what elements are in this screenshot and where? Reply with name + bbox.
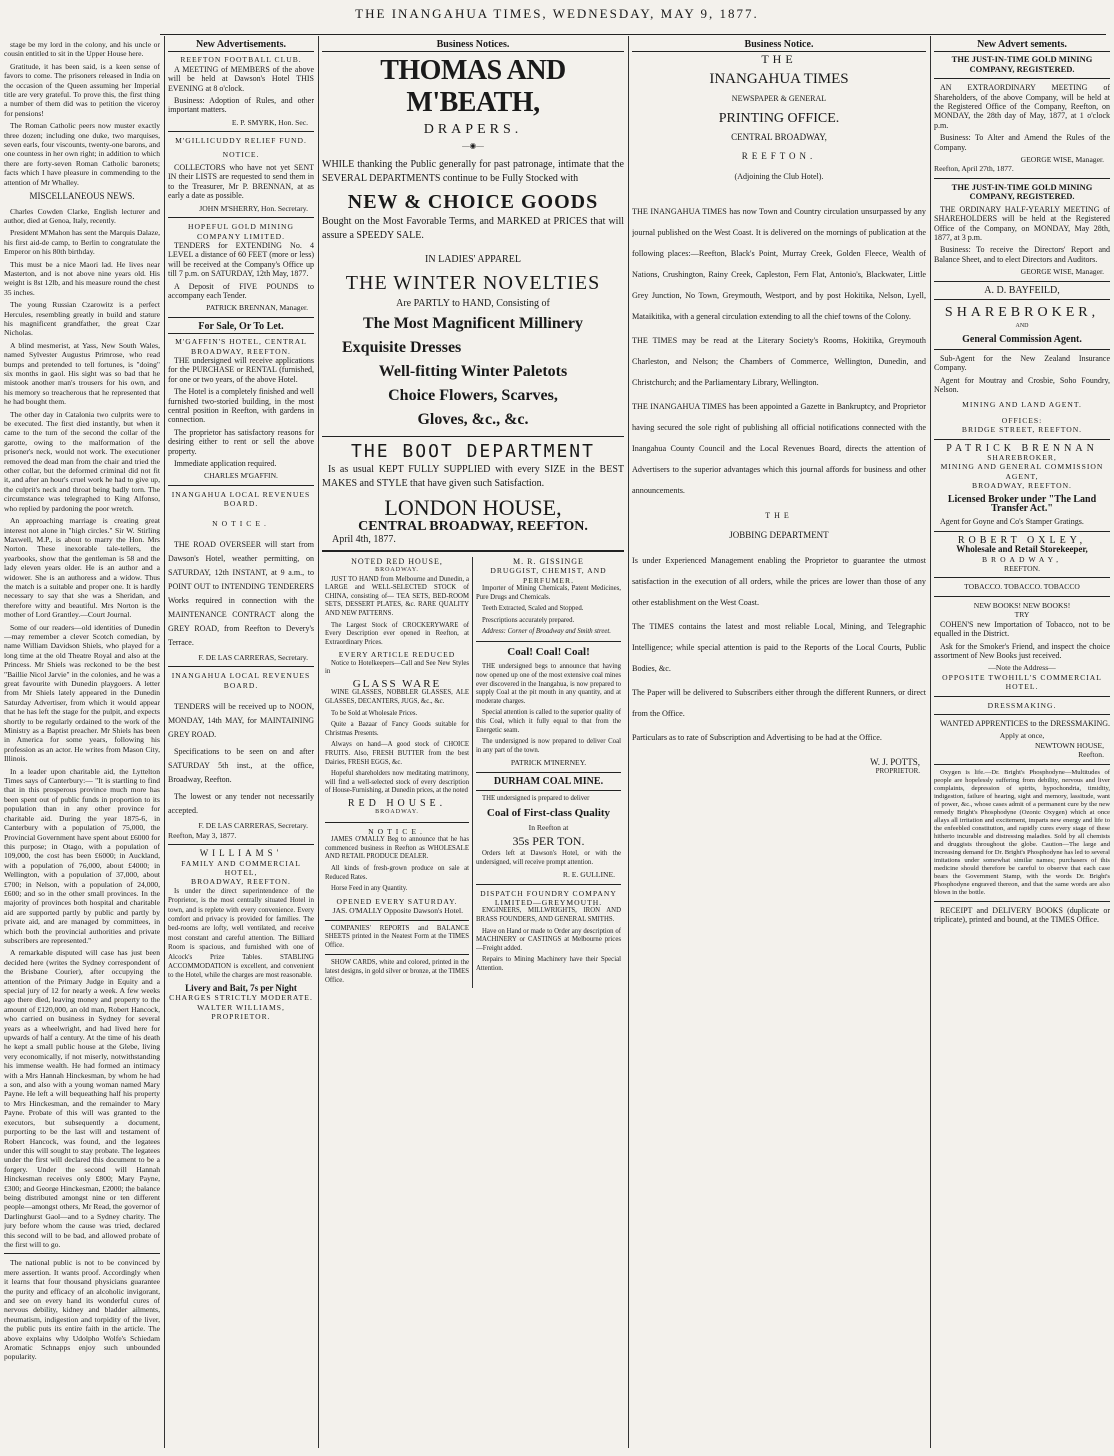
column-divider xyxy=(628,36,629,1448)
ad-signature: GEORGE WISE, Manager. xyxy=(1020,155,1104,165)
divider xyxy=(322,436,624,437)
paper-address: (Adjoining the Club Hotel). xyxy=(734,171,824,181)
ad-subtitle: OFFICES: xyxy=(1001,415,1043,425)
ad-body: Sub-Agent for the New Zealand Insurance Company. xyxy=(934,353,1110,373)
divider xyxy=(168,666,314,667)
ad-body: ENGINEERS, MILLWRIGHTS, IRON AND BRASS FOUNDERS, AND GENERAL SMITHS. xyxy=(476,907,621,923)
masthead: THE INANGAHUA TIMES, WEDNESDAY, MAY 9, 1877. xyxy=(355,6,759,21)
ad-body: Hopeful shareholders now meditating matrimony, will find a well-selected stock of every description of House-Furnishing, at Dunedin prices, at the noted xyxy=(325,770,469,795)
paragraph: A remarkable disputed will case has just been decided here (writes the Sydney correspondent of the Brisbane Courier), after occupying the attention of the Primary Judge in Equity and a special jury of 12 for nearly a week. A few weeks ago there died, leaving money and property to the amount of £120,000, an old man, Robert Hancock, who carried on business in Sydney for several years as a wheelwright, and had lived here for upwards of half a century. At the time of his death he kept a small public house at the Glebe, living very economically, if not miserly, notwithstanding his immense wealth. He had formed an intimacy with a Mrs Hannah Hinckesman, by whom he had a son, and also with a young woman named Mary Payne. He left a will bequeathing half his property to Mrs Hinckesman, and the remainder to Mary Payne. Probate of this will was granted to the executors, but subsequently a document, purporting to be the last will and testament of Robert Hancock, was found, and the legatees under this will sought to stay probate. The legatees under the first will declared this document to be a forgery. Under the second will Hannah Hinckesman receives only £800; Mary Payne, £300; and George Hinckesman, £2000; the balance being distributed amongst nine or ten different people—amongst others, Mr Read, the governor of Darlinghurst Gaol—and to a Sydney charity. The jury before whom the cause was tried, declared this second will to be bad, and allowed probate of the first will to go. xyxy=(4,948,160,1249)
ad-highlight: General Commission Agent. xyxy=(962,334,1082,346)
ad-highlight: OPENED EVERY SATURDAY. xyxy=(336,896,458,906)
column-divider xyxy=(164,36,165,1448)
paper-title: THE xyxy=(761,52,797,67)
ad-highlight: Licensed Broker under "The Land Transfer Act." xyxy=(947,493,1097,515)
ad-body: Quite a Bazaar of Fancy Goods suitable for Christmas Presents. xyxy=(325,721,469,737)
ad-body: COHEN'S new Importation of Tobacco, not to be equalled in the District. xyxy=(934,619,1110,639)
ad-body: The Hotel is a completely finished and well furnished two-storied building, in the most central position in Reefton, with gardens in connection. xyxy=(168,387,314,425)
paragraph: An approaching marriage is creating great interest not alone in "high circles." Sir W. Stirling Maxwell, M.P., is about to marry the Hon. Mrs Norton. These inexorable tale-tellers, the yearbooks, show that the gentleman is 58 and the lady eleven years older. He is an author and a widower. She is an authoress and a widow. Thus the match is a suitable and proper one. It is hardly necessary to say that she was a Sheridan, and therefore witty and beautiful. Mrs Norton is the mother of Lord Grantley.—Court Journal. xyxy=(4,516,160,620)
ad-title: DISPATCH FOUNDRY COMPANY LIMITED—GREYMOUTH. xyxy=(480,888,617,907)
ad-body: Have on Hand or made to Order any description of MACHINERY or CASTINGS at Melbourne prices—Freight added. xyxy=(476,927,621,952)
divider xyxy=(322,550,624,552)
paragraph: The other day in Catalonia two culprits were to be executed. The first died instantly, but when it came to the turn of the second the collar of the garotte, owing to the malformation of the prisoner's neck, would not work. The executioner removed the dead man from the chair and tried the other collar, but the deformed criminal did not fit it, and after an hour's cruel work he had to give up, the culprit's neck and throat being badly torn. The circumstance was telegraphed to King Alfonso, who replied by pardoning the poor wretch. xyxy=(4,409,160,513)
column-divider xyxy=(930,36,931,1448)
divider xyxy=(476,884,621,885)
ad-signature: E. P. SMYRK, Hon. Sec. xyxy=(231,117,308,127)
firm-name: THOMAS AND M'BEATH, xyxy=(380,55,566,119)
ad-highlight: Coal! Coal! Coal! xyxy=(507,646,590,659)
ad-subtitle: NOTICE. xyxy=(368,826,426,836)
divider xyxy=(325,920,469,921)
ad-subtitle: DRUGGIST, CHEMIST, AND PERFUMER. xyxy=(490,566,607,585)
section-title: THE xyxy=(765,511,793,521)
ad-body: Always on hand—A good stock of CHOICE FRUITS. Also, FRESH BUTTER from the best Dairies, FRESH EGGS, &c. xyxy=(325,741,469,766)
divider xyxy=(934,78,1110,79)
section-header: For Sale, Or To Let. xyxy=(168,322,314,334)
ad-body: Agent for Moutray and Crosbie, Soho Foundry, Nelson. xyxy=(934,375,1110,394)
sub-columns xyxy=(322,557,624,988)
paragraph: In a leader upon charitable aid, the Lyttelton Times says of Canterbury:— "It is startling to find that in this prosperous province much more has been spent out of public funds in proportion to its population than in any other province for charitable aid. During the year 1875-6, in Canterbury with a population of 75,000, the Provincial Government have spent about £6000 for this purpose; in Otago, with a population of 109,000, the cost has been £6000; in Auckland, with a population of 76,000, about £4000; in Wellington, with a population of 37,000, about £700; in Nelson, with a population of 24,000, £600; and so in the other small provinces. In the majority of provinces both hospital and charitable aid are supported partly by public and partly by private aid, and are managed by committees, in which both the provincial authorities and private subscribers are represented." xyxy=(4,766,160,945)
ad-signature: R. E. GULLINE. xyxy=(562,870,615,880)
ad-title: NOTED RED HOUSE, xyxy=(351,556,443,566)
ad-body: Immediate application required. xyxy=(174,459,277,469)
column-new-advertisements-right xyxy=(934,40,1110,1450)
ad-signature: F. DE LAS CARRERAS, Secretary. xyxy=(198,821,308,831)
ad-title: TOBACCO. TOBACCO. TOBACCO xyxy=(964,582,1080,592)
ad-body: Orders left at Dawson's Hotel, or with the undersigned, will receive prompt attention. xyxy=(476,850,621,866)
ad-subtitle: MINING AND GENERAL COMMISSION AGENT, xyxy=(940,462,1104,481)
firm-trade: DRAPERS. xyxy=(423,122,523,138)
paragraph: THE INANGAHUA TIMES has been appointed a Gazette in Bankruptcy, and Proprietor having secured the sole right of publishing all official notifications connected with the Inangahua County Council and the Local Revenues Board, directs the attention of Advertisers to the superior advantages which this journal affords for business and other announcements. xyxy=(632,402,926,496)
ad-body: Ask for the Smoker's Friend, and inspect the choice assortment of New Books just received. xyxy=(934,641,1110,660)
firm-name: LONDON HOUSE, xyxy=(384,495,562,521)
ad-highlight: 35s PER TON. xyxy=(512,833,585,848)
ad-body: COLLECTORS who have not yet SENT IN their LISTS are requested to send them in to the Treasurer, Mr P. BRENNAN, at as early a date as possible. xyxy=(168,163,314,201)
ad-title: PATRICK BRENNAN xyxy=(946,442,1098,454)
divider xyxy=(325,954,469,955)
ad-body: WINE GLASSES, NOBBLER GLASSES, ALE GLASSES, DECANTERS, JUGS, &c., &c. xyxy=(325,689,469,705)
ad-body: AND xyxy=(1015,322,1029,329)
ad-body: Is as usual KEPT FULLY SUPPLIED with every SIZE in the BEST MAKES and STYLE that have given such Satisfaction. xyxy=(322,464,624,490)
divider xyxy=(168,317,314,318)
divider xyxy=(4,1253,160,1254)
ad-body: Importer of Mining Chemicals, Patent Medicines, Pure Drugs and Chemicals. xyxy=(476,585,621,601)
ad-highlight: CHARGES STRICTLY MODERATE. xyxy=(169,993,313,1003)
ad-body: JAMES O'MALLY Beg to announce that he has commenced business in Reefton as WHOLESALE AND RETAIL PRODUCE DEALER. xyxy=(325,836,469,861)
column-header: New Advertisements. xyxy=(168,40,314,52)
ad-subtitle: IN LADIES' APPAREL xyxy=(425,254,521,266)
paragraph: The young Russian Czarowitz is a perfect Hercules, resembling greatly in build and stature his magnificent grandfather, the great Czar Nicholas. xyxy=(4,300,160,338)
paragraph: THE INANGAHUA TIMES has now Town and Country circulation unsurpassed by any journal published on the West Coast. It is delivered on the mornings of publication at the following places:—Reefton, Black's Point, Murray Creek, Golden Fleece, Wealth of Nations, Crushington, Rainy Creek, Capleston, Fern Flat, Antonio's, Blackwater, Little Grey Junction, No Town, Greymouth, Westport, and by post Hokitika, Nelson, Lyell, Mataikitika, with a general circulation extending to all the chief towns of the Colony. xyxy=(632,207,926,322)
ad-signature: JOHN M'SHERRY, Hon. Secretary. xyxy=(199,203,308,213)
ad-address: BRIDGE STREET, REEFTON. xyxy=(961,425,1083,435)
paragraph: The Roman Catholic peers now muster exactly three dozen; including one duke, two marquises, seven earls, four viscounts, twenty-one barons, and one countess in her own right; in addition to which there are forty-seven Roman Catholic baronets; facts which I have pleasure in commending to the attention of Mr Whalley. xyxy=(4,121,160,187)
paragraph: A blind mesmerist, at Yass, New South Wales, named Sylvester Augustus Primrose, who read bumps and pretended to tell fortunes, is "doing" six months in gaol. His sight was so bad that he mistook another man's trousers for his own, and his memory so treacherous that he represented that he had bought them. xyxy=(4,340,160,407)
ad-body: Notice to Hotelkeepers—Call and See New Styles in xyxy=(325,659,469,676)
ad-subtitle: NOTICE. xyxy=(222,149,260,159)
ad-highlight: The Most Magnificent Millinery xyxy=(363,315,583,333)
ad-subtitle: FAMILY AND COMMERCIAL HOTEL, xyxy=(181,858,301,877)
ad-body: THE undersigned is prepared to deliver xyxy=(482,795,590,803)
column-header: New Advert sements. xyxy=(934,40,1110,52)
ad-signature: WALTER WILLIAMS, PROPRIETOR. xyxy=(197,1002,285,1021)
ad-title: ROBERT OXLEY, xyxy=(957,534,1087,546)
divider xyxy=(934,349,1110,350)
ad-highlight: EVERY ARTICLE REDUCED xyxy=(338,650,456,660)
ad-subtitle: SHAREBROKER, xyxy=(987,453,1057,462)
ad-signature: PATRICK BRENNAN, Manager. xyxy=(206,303,308,313)
column-header: Business Notice. xyxy=(632,40,926,52)
ad-title: M'GILLICUDDY RELIEF FUND. xyxy=(175,136,307,146)
paragraph: This must be a nice Maori lad. He lives near Masterton, and is not above nine years old. His weight is 8st 12lb, and his measure round the chest 35 inches. xyxy=(4,259,160,297)
ad-address: BROADWAY, REEFTON. xyxy=(191,877,291,887)
ad-title: A. D. BAYFEILD, xyxy=(984,284,1060,296)
ad-body: A Deposit of FIVE POUNDS to accompany each Tender. xyxy=(168,281,314,300)
paper-subtitle: PRINTING OFFICE. xyxy=(718,110,840,126)
ad-title: THE JUST-IN-TIME GOLD MINING COMPANY, REGISTERED. xyxy=(951,54,1093,74)
divider xyxy=(168,485,314,486)
divider xyxy=(934,901,1110,902)
divider xyxy=(934,281,1110,282)
ad-highlight: RED HOUSE. xyxy=(347,797,447,809)
divider xyxy=(934,439,1110,440)
ad-body: The lowest or any tender not necessarily accepted. xyxy=(168,792,314,816)
ad-body: Business: Adoption of Rules, and other important matters. xyxy=(168,96,314,115)
ad-body: The proprietor has satisfactory reasons for desiring either to rent or sell the above property. xyxy=(168,427,314,456)
ad-body: TENDERS will be received up to NOON, MONDAY, 14th MAY, for MAINTAINING GREY ROAD. xyxy=(168,702,314,740)
ad-body: SHOW CARDS, white and colored, printed in the latest designs, in gold silver or bronze, at the TIMES Office. xyxy=(325,959,469,984)
ad-body: A MEETING of MEMBERS of the above will be held at Dawson's Hotel THIS EVENING at 8 o'clock. xyxy=(168,64,314,93)
ad-body: COMPANIES' REPORTS and BALANCE SHEETS printed in the Neatest Form at the TIMES Office. xyxy=(325,924,469,949)
column-business-notice xyxy=(632,40,926,1450)
ad-address: Address: Corner of Broadway and Smith street. xyxy=(482,628,611,636)
ad-body: WANTED APPRENTICES to the DRESSMAKING. xyxy=(940,718,1110,728)
ad-highlight: THE BOOT DEPARTMENT xyxy=(351,441,595,463)
divider xyxy=(476,772,621,773)
paragraph: Charles Cowden Clarke, English lecturer and author, died at Genoa, Italy, recently. xyxy=(4,206,160,225)
ad-date: April 4th, 1877. xyxy=(332,534,396,546)
ad-title: M. R. GISSINGE xyxy=(513,556,584,566)
paragraph: Some of our readers—old identities of Dunedin—may remember a clever Scotch comedian, by name William Davidson Shiels, who played for a long time at the old Theatre Royal and also at the Princess. Mr Shiels was reckoned to be the best "Baillie Nicol Jarvie" in the colonies, and he was a great favourite with Dunedin playgoers. A letter from Mr Shiels lately appeared in the Dunedin Saturday Advertiser, from which it would appear that he has left the stage for the pulpit, and expects shortly to be regularly ordained to the work of the Ministry as a Baptist preacher. Mr Shiels has been in America for some years, following his profession as an actor. He writes from Mason City, Illinois. xyxy=(4,622,160,764)
section-title: JOBBING DEPARTMENT xyxy=(729,529,829,540)
paper-subtitle: NEWSPAPER & GENERAL xyxy=(731,94,827,104)
paragraph: stage be my lord in the colony, and his uncle or cousin entitled to sit in the Upper House here. xyxy=(4,40,160,59)
ad-address: Reefton. xyxy=(1078,750,1104,760)
divider xyxy=(168,844,314,845)
ad-body: Agent for Goyne and Co's Stamper Gratings. xyxy=(940,517,1084,527)
ad-highlight: Choice Flowers, Scarves, xyxy=(388,387,558,405)
sub-column-right xyxy=(473,557,624,988)
ad-highlight: SHAREBROKER, xyxy=(944,304,1100,320)
paragraph: THE TIMES may be read at the Literary Society's Rooms, Hokitika, Greymouth Charleston, and Nelson; the Chambers of Commerce, Wellington, Dunedin, and Christchurch; and the Parliamentary Library, Wellington. xyxy=(632,336,926,388)
ad-body: THE undersigned will receive applications for the PURCHASE or RENTAL (furnished, for one or two years, of the above Hotel. xyxy=(168,355,314,384)
divider xyxy=(934,577,1110,578)
ad-signature: GEORGE WISE, Manager. xyxy=(1020,267,1104,277)
ad-highlight: NEW & CHOICE GOODS xyxy=(347,191,599,214)
ad-subtitle: NOTICE. xyxy=(212,518,270,528)
ad-title: WILLIAMS' xyxy=(199,848,283,859)
paragraph: Particulars as to rate of Subscription and Advertising to be had at the Office. xyxy=(632,733,882,743)
paragraph: Gratitude, it has been said, is a keen sense of favors to come. The prisoners released in India on the occasion of the Queen assuming her Imperial title are very grateful. To prove this, the first thing a number of them did was to petition the viceroy for pensions! xyxy=(4,61,160,118)
ad-title: INANGAHUA LOCAL REVENUES BOARD. xyxy=(171,671,311,690)
top-rule xyxy=(160,34,1106,35)
ad-body: TRY xyxy=(1014,610,1030,620)
ad-address: REEFTON. xyxy=(1004,564,1040,574)
ad-body: THE undersigned begs to announce that having now opened up one of the most extensive coal mines ever discovered in the Inangahua, is now prepared to supply Coal at the pit mouth in any quantity, and at moderate charges. xyxy=(476,663,621,705)
ad-title: DRESSMAKING. xyxy=(987,700,1057,710)
ad-title: THE JUST-IN-TIME GOLD MINING COMPANY, REGISTERED. xyxy=(951,181,1093,202)
paper-address: CENTRAL BROADWAY, xyxy=(731,132,827,143)
ad-highlight: Coal of First-class Quality xyxy=(486,806,611,819)
divider xyxy=(168,217,314,218)
paper-address: REEFTON. xyxy=(741,151,817,162)
ad-address: BROADWAY, REEFTON. xyxy=(972,481,1072,491)
ad-highlight: Exquisite Dresses xyxy=(342,339,462,357)
ad-title: M'GAFFIN'S HOTEL, CENTRAL BROADWAY, REEFTON. xyxy=(175,337,307,356)
column-new-advertisements xyxy=(168,40,314,1450)
ad-title: INANGAHUA LOCAL REVENUES BOARD. xyxy=(171,489,311,509)
ad-subtitle: Wholesale and Retail Storekeeper, xyxy=(956,544,1088,555)
ad-body: Teeth Extracted, Scaled and Stopped. xyxy=(482,605,584,613)
ad-date: Reefton, May 3, 1877. xyxy=(168,830,237,840)
ad-body: Special attention is called to the superior quality of this Coal, which it fully equal to that from the Energetic seam. xyxy=(476,709,621,734)
ad-address: BROADWAY. xyxy=(375,809,419,816)
ad-body: Are PARTLY to HAND, Consisting of xyxy=(396,297,550,309)
ad-highlight: Livery and Bait, 7s per Night xyxy=(185,982,297,993)
ad-title: NEW BOOKS! NEW BOOKS! xyxy=(973,600,1071,610)
ad-body: THE ORDINARY HALF-YEARLY MEETING of SHAREHOLDERS will be held at the Registered Office of the Company, on MONDAY, May 28th, 1877, at 3 p.m. xyxy=(934,204,1110,242)
divider xyxy=(934,696,1110,697)
ad-body: JUST TO HAND from Melbourne and Dunedin, a LARGE and WELL-SELECTED STOCK of CHINA, consisting of— TEA SETS, BED-ROOM SETS, DESSERT PLATES, &c. RARE QUALITY AND NEW PATTERNS. xyxy=(325,575,469,618)
ad-signature: PROPRIETOR. xyxy=(875,767,920,776)
divider xyxy=(934,299,1110,300)
ad-address: BROADWAY, xyxy=(981,554,1063,564)
ad-body: TENDERS for EXTENDING No. 4 LEVEL a distance of 60 FEET (more or less) will be received at the Company's Office up till 7 p.m. on SATURDAY, 12th May, 1877. xyxy=(168,240,314,279)
ad-body: The Largest Stock of CROCKERYWARE of Every Description ever opened in Reefton, at Extraordinary Prices. xyxy=(325,621,469,646)
column-news xyxy=(4,40,160,1450)
ad-body: Repairs to Mining Machinery have their Special Attention. xyxy=(476,956,621,972)
ad-body: WHILE thanking the Public generally for past patronage, intimate that the SEVERAL DEPARTMENTS continue to be Fully Stocked with xyxy=(322,159,624,185)
ad-body: Oxygen is life.—Dr. Bright's Phosphodyne—Multitudes of people are hopelessly suffering from debility, nervous and liver complaints, depression of spirits, hypochondria, timidity, indigestion, failure of hearing, sight and memory, lassitude, want of power, &c., whose cases admit of a permanent cure by the new remedy Bright's Phosphodyne (Ozonic Oxygen) which at once allays all irritation and excitement, imparts new energy and life to the enfeebled constitution, and rapidly cures every stage of these hitherto incurable and distressing maladies. Sold by all chemists and druggists throughout the globe. Caution—The large and increasing demand for Dr. Bright's Phosphodyne has led to several imitations under somewhat similar names; purchasers of this medicine should therefore be careful to observe that each case bears the Government Stamp, with the words Dr. Bright's Phosphodyne engraved thereon, and that the same words are also blown in the bottle. xyxy=(934,768,1110,896)
ad-title: HOPEFUL GOLD MINING COMPANY LIMITED. xyxy=(187,222,295,241)
paragraph: The national public is not to be convinced by mere assertion. It wants proof. Accordingly when it learns that four thousand physicians guarantee the purity and efficacy of an alcoholic invigorant, and see on every hand its wonderful cures of nervous debility, kidney and bladder ailments, rheumatism, indigestion and torpidity of the liver, the public puts its entire faith in the article. The above explains why Udolpho Wolfe's Schiedam Aromatic Schnapps enjoy such unbounded popularity. xyxy=(4,1258,160,1362)
paragraph: Is under Experienced Management enabling the Proprietor to guarantee the utmost satisfaction in the execution of all orders, while the prices are lower than those of any other establishment on the West Coast. xyxy=(632,556,926,608)
paragraph: The TIMES contains the latest and most reliable Local, Mining, and Telegraphic Intelligence; while special attention is paid to the Reports of the Local Courts, Public Bodies, &c. xyxy=(632,622,926,674)
ad-date: Reefton, April 27th, 1877. xyxy=(934,164,1014,174)
ornament: —◉— xyxy=(462,140,484,150)
ad-body: AN EXTRAORDINARY MEETING of Shareholders, of the above Company, will be held at the Registered Office of the Company, Reefton, on MONDAY, the 28th day of May, 1877, at 1 o'clock p.m. xyxy=(934,83,1110,130)
ad-highlight: Well-fitting Winter Paletots xyxy=(378,363,568,381)
divider xyxy=(476,641,621,642)
ad-highlight: Gloves, &c., &c. xyxy=(417,411,529,429)
ad-body: Is under the direct superintendence of the Proprietor, is the most centrally situated Hotel in town, and is replete with every convenience. Every comfort and privacy is provided for families. The bed-rooms are lofty, well ventilated, and receive most constant and careful attention. The Billiard Room is spacious, and furnished with one of Alcock's Prize Tables. STABLING ACCOMMODATION is excellent, and convenient to the Hotel, while the charges are most reasonable. xyxy=(168,886,314,980)
ad-body: Bought on the Most Favorable Terms, and MARKED at PRICES that will assure a SPEEDY SALE. xyxy=(322,216,624,242)
column-business-notices xyxy=(322,40,624,1450)
paper-title: INANGAHUA TIMES xyxy=(709,70,849,87)
divider xyxy=(934,714,1110,715)
divider xyxy=(168,131,314,132)
divider xyxy=(934,764,1110,765)
divider xyxy=(476,790,621,791)
ad-address: OPPOSITE TWOHILL'S COMMERCIAL HOTEL. xyxy=(942,672,1102,692)
column-header: Business Notices. xyxy=(322,40,624,52)
ad-body: In Reefton at xyxy=(528,823,569,833)
ad-body: The undersigned is now prepared to deliver Coal in any part of the town. xyxy=(476,738,621,754)
ad-address: NEWTOWN HOUSE, xyxy=(1034,740,1104,750)
ad-highlight: GLASS WARE xyxy=(352,678,442,690)
paragraph: The Paper will be delivered to Subscribers either through the different Runners, or direct from the Office. xyxy=(632,688,926,719)
ad-address: BROADWAY. xyxy=(375,567,419,574)
ad-body: Prescriptions accurately prepared. xyxy=(482,616,575,624)
divider xyxy=(934,596,1110,597)
divider xyxy=(934,531,1110,532)
divider xyxy=(325,822,469,823)
ad-signature: F. DE LAS CARRERAS, Secretary. xyxy=(198,653,308,663)
column-divider xyxy=(318,36,319,1448)
ad-body: All kinds of fresh-grown produce on sale at Reduced Rates. xyxy=(325,864,469,881)
divider xyxy=(934,178,1110,179)
ad-signature: W. J. POTTS, xyxy=(870,757,920,768)
ad-signature: JAS. O'MALLY Opposite Dawson's Hotel. xyxy=(332,906,463,916)
ad-body: —Note the Address— xyxy=(988,663,1056,673)
ad-title: DURHAM COAL MINE. xyxy=(493,775,604,787)
ad-highlight: THE WINTER NOVELTIES xyxy=(345,271,601,294)
ad-body: Apply at once, xyxy=(999,731,1045,741)
ad-body: RECEIPT and DELIVERY BOOKS (duplicate or triplicate), printed and bound, at the TIMES Office. xyxy=(934,905,1110,924)
ad-body: Specifications to be seen on and after SATURDAY 5th inst., at the office, Broadway, Reefton. xyxy=(168,747,314,785)
ad-body: Business: To receive the Directors' Report and Balance Sheet, and to elect Directors and Auditors. xyxy=(934,245,1110,264)
firm-address: CENTRAL BROADWAY, REEFTON. xyxy=(358,519,588,535)
paragraph: President M'Mahon has sent the Marquis Dalaze, his first aid-de camp, to Berlin to congratulate the Emperor on his 80th birthday. xyxy=(4,228,160,257)
ad-body: To be Sold at Wholesale Prices. xyxy=(331,709,418,717)
misc-heading: MISCELLANEOUS NEWS. xyxy=(29,191,135,202)
ad-signature: CHARLES M'GAFFIN. xyxy=(204,471,278,481)
ad-signature: PATRICK M'INERNEY. xyxy=(510,758,587,768)
ad-body: THE ROAD OVERSEER will start from Dawson's Hotel, weather permitting, on SATURDAY, 12th INSTANT, at 9 a.m., to POINT OUT to INTENDING TENDERERS Works required in connection with the MAINTENANCE CONTRACT along the GREY ROAD, from Reefton to Devery's Terrace. xyxy=(168,540,314,648)
ad-body: Business: To Alter and Amend the Rules of the Company. xyxy=(934,133,1110,152)
ad-title: REEFTON FOOTBALL CLUB. xyxy=(180,55,302,65)
sub-column-left xyxy=(322,557,473,988)
ad-subtitle: MINING AND LAND AGENT. xyxy=(962,400,1082,410)
ad-body: Horse Feed in any Quantity. xyxy=(331,885,408,893)
